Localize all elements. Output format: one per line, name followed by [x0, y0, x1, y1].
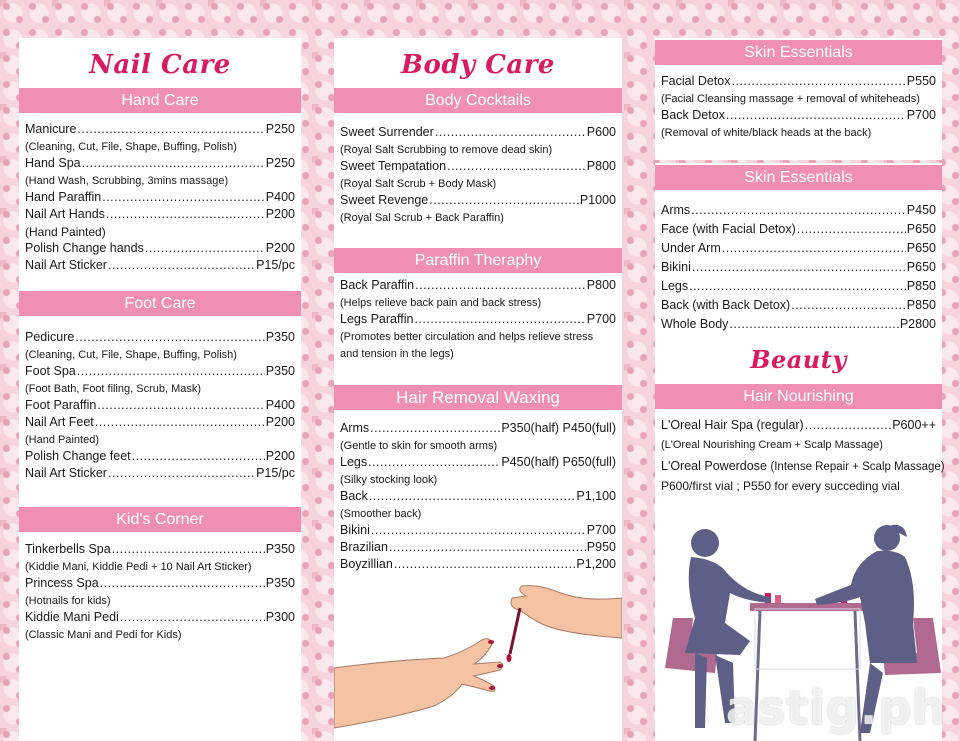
list-item: Back ..... P1,100 [340, 489, 616, 506]
list-item: Legs ..... P850 [661, 279, 936, 298]
manicure-hands-illustration [334, 568, 622, 741]
item-note: (Smoother back) [340, 508, 422, 520]
list-item: Brazilian ..... P950 [340, 540, 616, 557]
list-item: Bikini ..... P700 [340, 523, 616, 540]
waxing-heading: Hair Removal Waxing [334, 385, 622, 410]
list-item: Boyzillian ..... P1,200 [340, 557, 616, 574]
item-note: (Cleaning, Cut, File, Shape, Buffing, Polish) [25, 349, 237, 361]
item-note: (Silky stocking look) [340, 474, 438, 486]
hand-icon [334, 639, 503, 728]
skin-essentials-heading-1: Skin Essentials [655, 40, 942, 65]
item-note: (Hand Wash, Scrubbing, 3mins massage) [25, 175, 229, 187]
foot-care-heading: Foot Care [19, 291, 301, 316]
item-note: (Hotnails for kids) [25, 595, 111, 607]
list-item: Pedicure ..... P350 [25, 330, 295, 347]
list-item: Foot Paraffin ..... P400 [25, 398, 295, 415]
list-item: Sweet Tempatation ..... P800 [340, 159, 616, 176]
list-item: Princess Spa ..... P350 [25, 576, 295, 593]
list-item: Nail Art Sticker ..... P15/pc [25, 258, 295, 275]
kids-corner-list [25, 542, 295, 644]
list-item: Bikini ..... P650 [661, 260, 936, 279]
list-item: Tinkerbells Spa ..... P350 [25, 542, 295, 559]
list-item: Nail Art Sticker ..... P15/pc [25, 466, 295, 483]
list-item: Hand Spa ..... P250 [25, 156, 295, 173]
nail-polish-brush-icon [507, 608, 521, 662]
item-note: (Hand Painted) [25, 434, 99, 446]
list-item: Kiddie Mani Pedi ..... P300 [25, 610, 295, 627]
item-note: (Royal Sal Scrub + Back Paraffin) [340, 212, 504, 224]
list-item: Arms ..... P450 [661, 203, 936, 222]
list-item: Legs ..... P450(half) P650(full) [340, 455, 616, 472]
skin-essentials-list-2 [661, 203, 936, 336]
beauty-title: Beauty [750, 345, 847, 374]
table-top [750, 603, 865, 611]
watermark-text: astig.ph [725, 681, 946, 735]
list-item: Facial Detox ..... P550 [661, 74, 936, 91]
hand-care-list [25, 122, 295, 275]
item-note: (Royal Salt Scrub + Body Mask) [340, 178, 497, 190]
list-item: Back (with Back Detox) ..... P850 [661, 298, 936, 317]
item-note: (Foot Bath, Foot filing, Scrub, Mask) [25, 383, 202, 395]
nail-care-panel [19, 38, 301, 741]
list-item: Manicure ..... P250 [25, 122, 295, 139]
paraffin-list [340, 278, 616, 363]
list-item: Legs Paraffin ..... P700 [340, 312, 616, 329]
item-note: (Removal of white/black heads at the back) [661, 127, 872, 139]
item-note: (Helps relieve back pain and back stress) [340, 297, 542, 309]
item-note: (Promotes better circulation and helps relieve stress [340, 331, 594, 343]
list-item: Hand Paraffin ..... P400 [25, 190, 295, 207]
list-item: Under Arm ..... P650 [661, 241, 936, 260]
list-item: Arms ..... P350(half) P450(full) [340, 421, 616, 438]
list-item: Polish Change hands ..... P200 [25, 241, 295, 258]
body-care-panel [334, 38, 622, 741]
list-item: Back Detox ..... P700 [661, 108, 936, 125]
list-item: L'Oreal Hair Spa (regular) ..... P600++ [661, 418, 936, 437]
list-item: Back Paraffin ..... P800 [340, 278, 616, 295]
skin-essentials-panel-1 [655, 38, 942, 160]
item-note: (Royal Salt Scrubbing to remove dead skin) [340, 144, 553, 156]
body-care-title: Body Care [401, 50, 555, 80]
nail-care-title: Nail Care [89, 50, 231, 80]
list-item: Sweet Revenge ..... P1000 [340, 193, 616, 210]
list-item: Sweet Surrender ..... P600 [340, 125, 616, 142]
item-note: (Classic Mani and Pedi for Kids) [25, 629, 182, 641]
list-item: Nail Art Feet ..... P200 [25, 415, 295, 432]
foot-care-list [25, 330, 295, 483]
item-note: (L'Oreal Nourishing Cream + Scalp Massage) [661, 439, 883, 451]
body-cocktails-heading: Body Cocktails [334, 88, 622, 113]
item-note: (Cleaning, Cut, File, Shape, Buffing, Polish) [25, 141, 237, 153]
skin-essentials-heading-2: Skin Essentials [655, 165, 942, 190]
skin-essentials-panel-2 [655, 163, 945, 741]
list-item: Nail Art Hands ..... P200 [25, 207, 295, 224]
hair-line: P600/first vial ; P550 for every succeding vial [661, 479, 900, 493]
item-note: (Facial Cleansing massage + removal of whiteheads) [661, 93, 920, 105]
hair-line: L'Oreal Powerdose (Intense Repair + Scalp Massage) [661, 459, 945, 473]
waxing-list [340, 421, 616, 574]
list-item: Face (with Facial Detox) ..... P650 [661, 222, 936, 241]
list-item: Foot Spa ..... P350 [25, 364, 295, 381]
skin-essentials-list-1 [661, 74, 936, 142]
list-item: Polish Change feet ..... P200 [25, 449, 295, 466]
item-note: (Kiddie Mani, Kiddie Pedi + 10 Nail Art Sticker) [25, 561, 252, 573]
hair-nourishing-list [661, 418, 945, 496]
item-note: (Gentle to skin for smooth arms) [340, 440, 498, 452]
item-note: (Hand Painted) [25, 225, 106, 239]
paraffin-heading: Paraffin Theraphy [334, 248, 622, 273]
hair-nourishing-heading: Hair Nourishing [655, 384, 942, 409]
body-cocktails-list [340, 125, 616, 227]
hand-care-heading: Hand Care [19, 88, 301, 113]
kids-corner-heading: Kid's Corner [19, 507, 301, 532]
hand-icon [511, 586, 622, 638]
item-note: and tension in the legs) [340, 348, 454, 360]
list-item: Whole Body ..... P2800 [661, 317, 936, 336]
